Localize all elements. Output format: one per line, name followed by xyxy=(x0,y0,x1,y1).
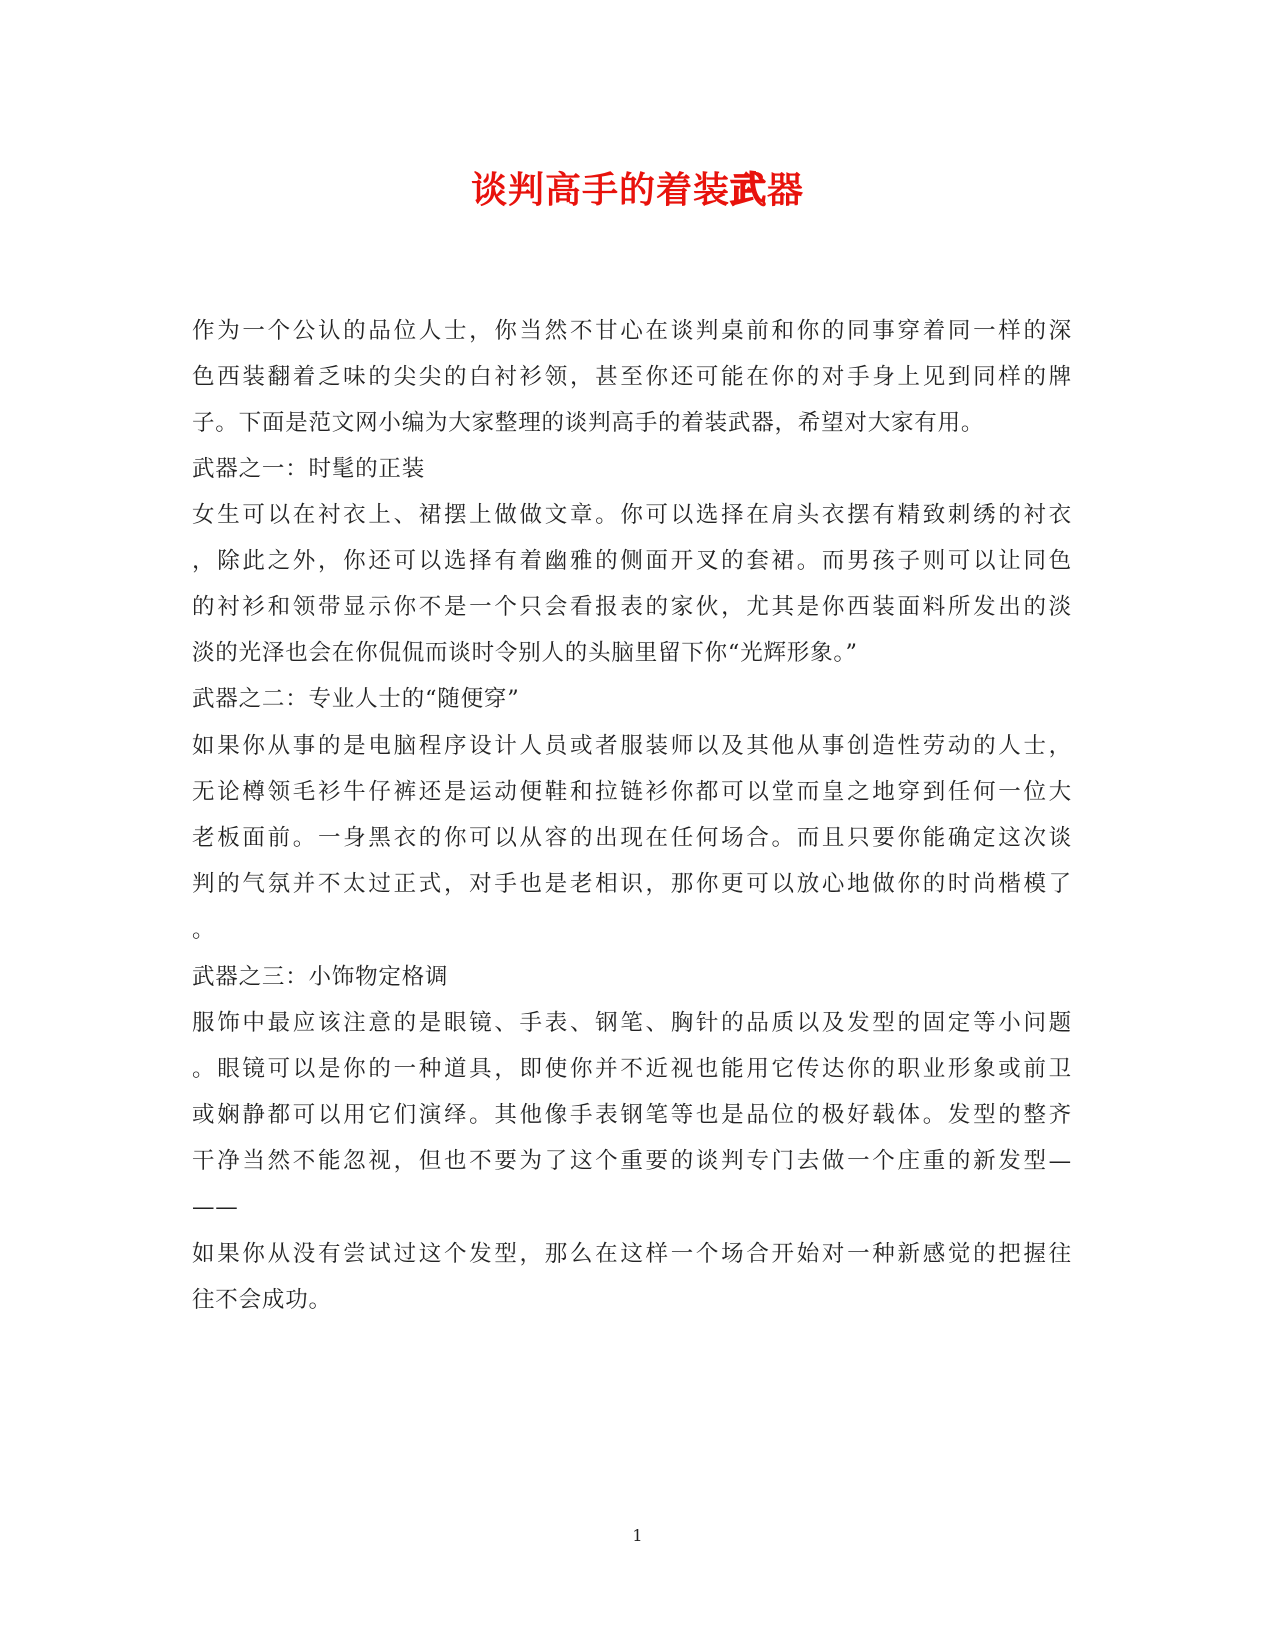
body-line: 作为一个公认的品位人士，你当然不甘心在谈判桌前和你的同事穿着同一样的深 xyxy=(192,318,1072,344)
body-line: ，除此之外，你还可以选择有着幽雅的侧面开叉的套裙。而男孩子则可以让同色 xyxy=(192,548,1072,574)
title-main: 谈判高手的着装 xyxy=(470,169,730,211)
title-outlined-character: 武 xyxy=(729,169,767,211)
body-line: 色西装翻着乏味的尖尖的白衬衫领，甚至你还可能在你的对手身上见到同样的牌 xyxy=(192,364,1072,390)
title-end: 器 xyxy=(767,169,805,211)
body-line: 淡的光泽也会在你侃侃而谈时令别人的头脑里留下你“光辉形象。” xyxy=(192,640,858,666)
body-line: —— xyxy=(192,1194,239,1220)
body-line: 女生可以在衬衣上、裙摆上做做文章。你可以选择在肩头衣摆有精致刺绣的衬衣 xyxy=(192,502,1072,528)
body-line: 判的气氛并不太过正式，对手也是老相识，那你更可以放心地做你的时尚楷模了 xyxy=(192,871,1072,897)
body-line: 的衬衫和领带显示你不是一个只会看报表的家伙，尤其是你西装面料所发出的淡 xyxy=(192,594,1072,620)
body-line: 如果你从没有尝试过这个发型，那么在这样一个场合开始对一种新感觉的把握往 xyxy=(192,1241,1072,1267)
section-heading: 武器之一：时髦的正装 xyxy=(192,456,426,482)
section-heading: 武器之三：小饰物定格调 xyxy=(192,964,449,990)
document-title xyxy=(0,168,1275,212)
section-heading: 武器之二：专业人士的“随便穿” xyxy=(192,686,520,712)
body-line: 。 xyxy=(192,917,216,943)
body-line: 或娴静都可以用它们演绎。其他像手表钢笔等也是品位的极好载体。发型的整齐 xyxy=(192,1102,1072,1128)
body-line: 。眼镜可以是你的一种道具，即使你并不近视也能用它传达你的职业形象或前卫 xyxy=(192,1056,1072,1082)
body-line: 往不会成功。 xyxy=(192,1287,332,1313)
body-line: 如果你从事的是电脑程序设计人员或者服装师以及其他从事创造性劳动的人士， xyxy=(192,733,1072,759)
body-line: 老板面前。一身黑衣的你可以从容的出现在任何场合。而且只要你能确定这次谈 xyxy=(192,825,1072,851)
page-number: 1 xyxy=(632,1526,643,1545)
body-line: 干净当然不能忽视，但也不要为了这个重要的谈判专门去做一个庄重的新发型— xyxy=(192,1148,1072,1174)
body-line: 服饰中最应该注意的是眼镜、手表、钢笔、胸针的品质以及发型的固定等小问题 xyxy=(192,1010,1072,1036)
body-line: 子。下面是范文网小编为大家整理的谈判高手的着装武器，希望对大家有用。 xyxy=(192,410,985,436)
body-line: 无论樽领毛衫牛仔裤还是运动便鞋和拉链衫你都可以堂而皇之地穿到任何一位大 xyxy=(192,779,1072,805)
